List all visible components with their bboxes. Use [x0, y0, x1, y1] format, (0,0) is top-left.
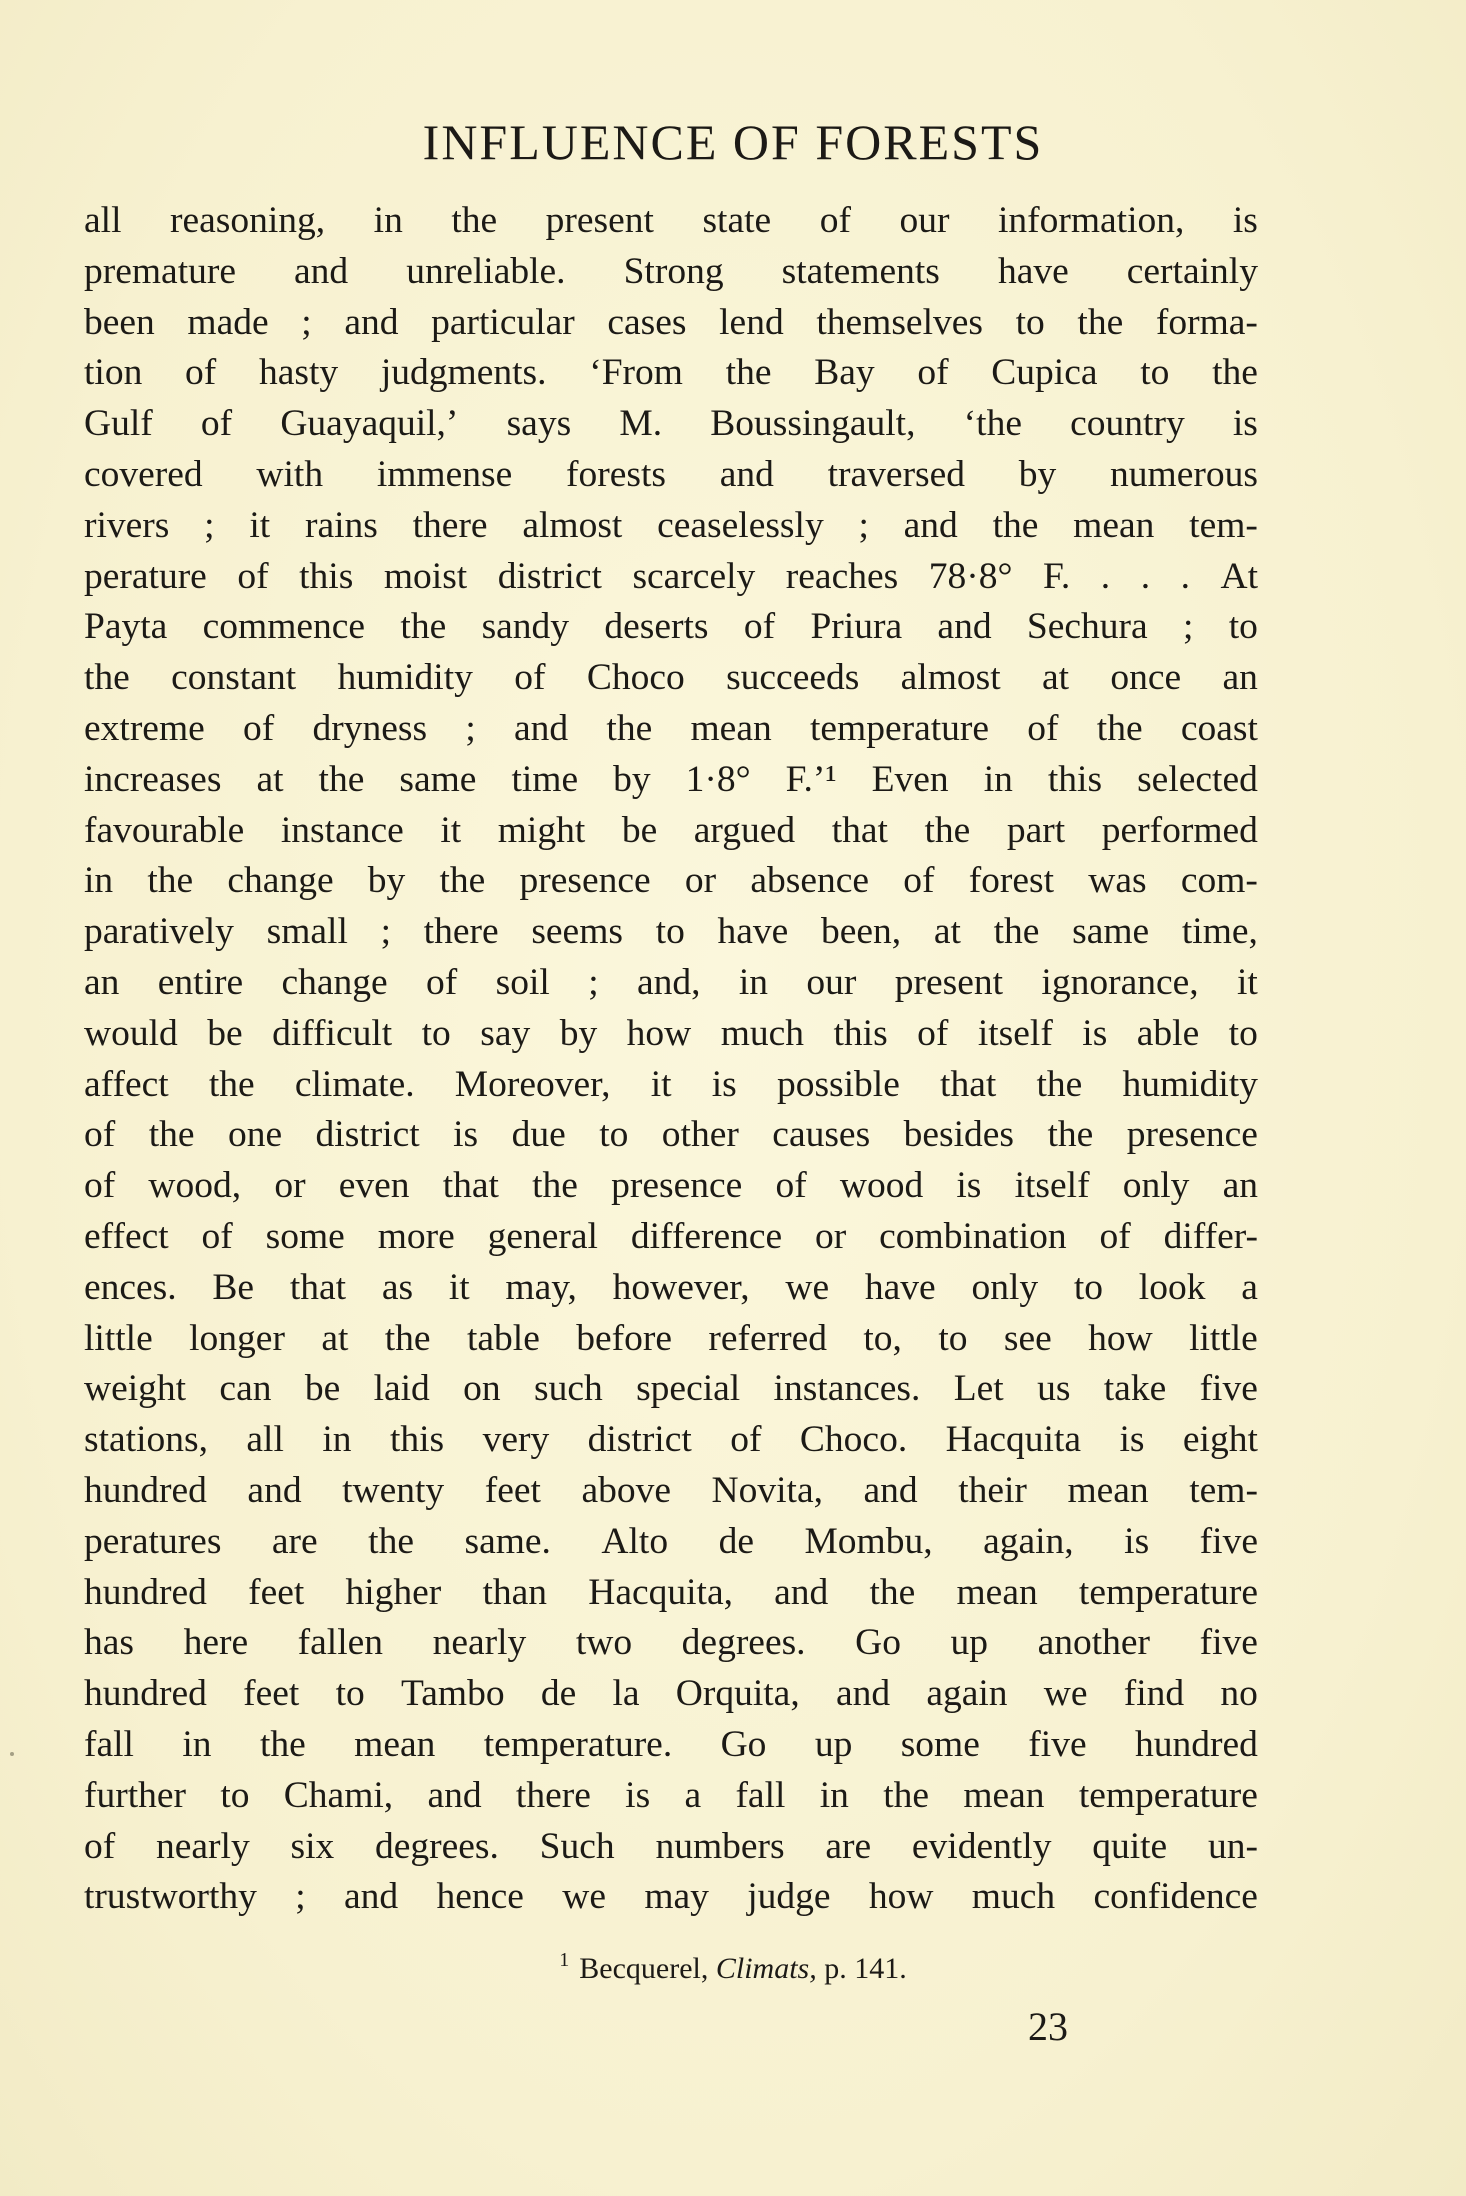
text-line: all reasoning, in the present state of our information, is	[84, 200, 1258, 241]
text-line: in the change by the presence or absence of forest was com-	[84, 860, 1258, 902]
text-line: ences. Be that as it may, however, we have only to look a	[84, 1266, 1258, 1308]
text-line: of wood, or even that the presence of wood is itself only an	[84, 1165, 1258, 1207]
text-line: hundred and twenty feet above Novita, and their mean tem-	[84, 1469, 1258, 1511]
text-line: stations, all in this very district of Choco. Hacquita is eight	[84, 1419, 1258, 1461]
text-line: hundred feet to Tambo de la Orquita, and again we find no	[84, 1673, 1258, 1715]
text-line: Gulf of Guayaquil,’ says M. Boussingault, ‘the country is	[84, 403, 1258, 445]
text-line: extreme of dryness ; and the mean temperature of the coast	[84, 707, 1258, 749]
text-line: further to Chami, and there is a fall in the mean temperature	[84, 1774, 1258, 1816]
paper-speck	[10, 1752, 14, 1756]
text-line: of the one district is due to other causes besides the presence	[84, 1114, 1258, 1156]
footnote-page-ref: p. 141.	[824, 1952, 907, 1985]
text-line: would be difficult to say by how much this of itself is able to	[84, 1012, 1258, 1054]
text-line: premature and unreliable. Strong statements have certainly	[84, 250, 1258, 292]
text-line: an entire change of soil ; and, in our present ignorance, it	[84, 961, 1258, 1003]
text-line: covered with immense forests and traversed by numerous	[84, 453, 1258, 495]
text-line: has here fallen nearly two degrees. Go up another five	[84, 1622, 1258, 1664]
body-text	[84, 196, 1258, 1923]
running-header: INFLUENCE OF FORESTS	[422, 114, 1044, 170]
text-line: hundred feet higher than Hacquita, and the mean temperature	[84, 1571, 1258, 1613]
text-line: rivers ; it rains there almost ceaselessly ; and the mean tem-	[84, 504, 1258, 546]
text-line: little longer at the table before referred to, to see how little	[84, 1317, 1258, 1359]
text-line: been made ; and particular cases lend themselves to the forma-	[84, 301, 1258, 343]
text-line: weight can be laid on such special instances. Let us take five	[84, 1368, 1258, 1410]
text-line: paratively small ; there seems to have been, at the same time,	[84, 911, 1258, 953]
text-line: of nearly six degrees. Such numbers are evidently quite un-	[84, 1825, 1258, 1867]
footnote-marker: 1	[559, 1949, 570, 1971]
text-line: fall in the mean temperature. Go up some five hundred	[84, 1723, 1258, 1765]
text-line: Payta commence the sandy deserts of Priura and Sechura ; to	[84, 606, 1258, 648]
text-line: perature of this moist district scarcely reaches 78·8° F. . . . At	[84, 555, 1258, 597]
text-line: the constant humidity of Choco succeeds almost at once an	[84, 657, 1258, 699]
text-line: trustworthy ; and hence we may judge how much confidence	[84, 1876, 1258, 1918]
text-line: tion of hasty judgments. ‘From the Bay of Cupica to the	[84, 352, 1258, 394]
footnote-author: Becquerel,	[579, 1952, 709, 1985]
text-line: peratures are the same. Alto de Mombu, again, is five	[84, 1520, 1258, 1562]
footnote	[0, 1940, 1466, 1989]
text-line: favourable instance it might be argued that the part performed	[84, 809, 1258, 851]
text-line: increases at the same time by 1·8° F.’¹ Even in this selected	[84, 758, 1258, 800]
text-line: effect of some more general difference or combination of differ-	[84, 1215, 1258, 1257]
page-number: 23	[1028, 2004, 1068, 2049]
text-line: affect the climate. Moreover, it is possible that the humidity	[84, 1063, 1258, 1105]
footnote-work: Climats,	[715, 1952, 817, 1985]
